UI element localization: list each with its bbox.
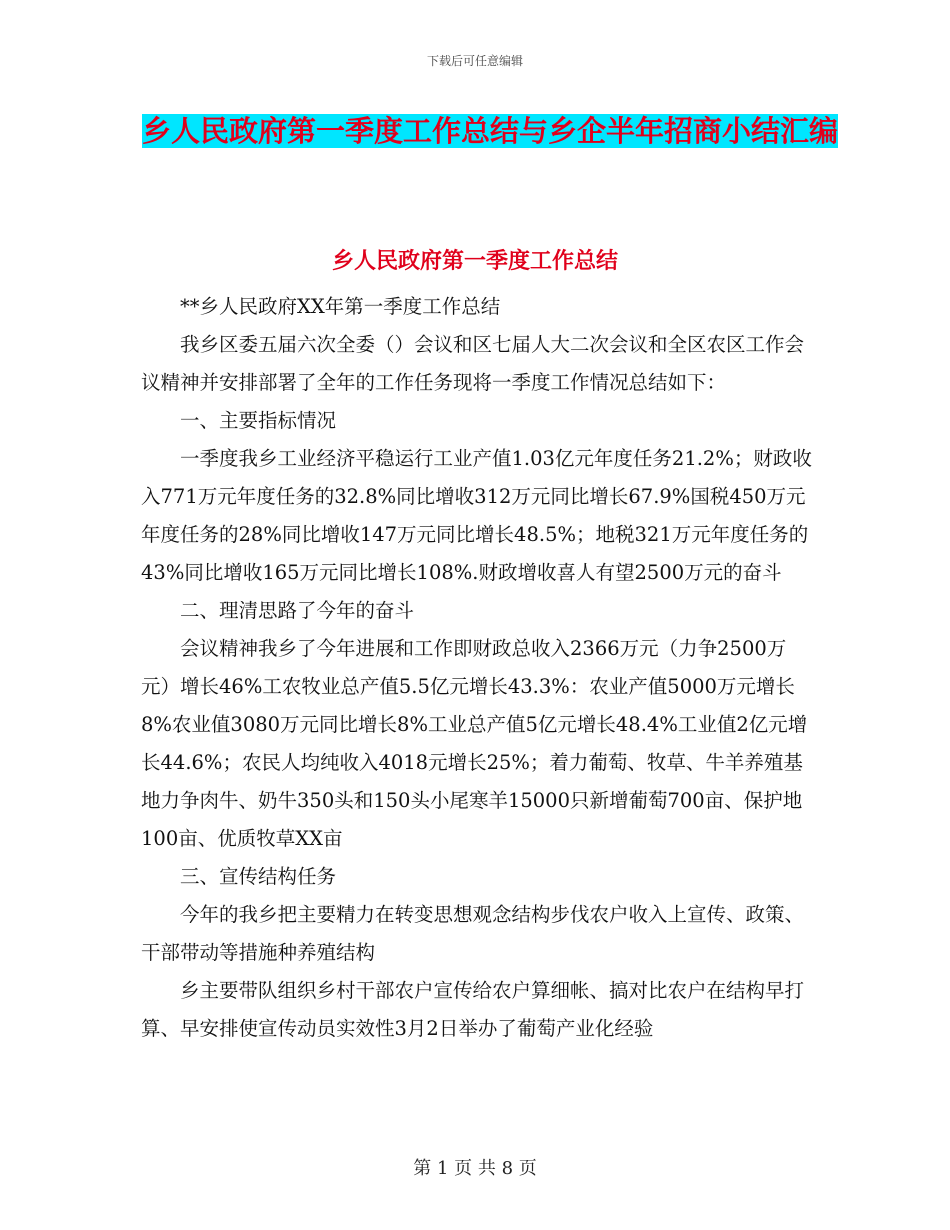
paragraph: 今年的我乡把主要精力在转变思想观念结构步伐农户收入上宣传、政策、干部带动等措施种养殖结构 bbox=[141, 903, 805, 964]
paragraph-heading: 一、主要指标情况 bbox=[180, 409, 337, 432]
paragraph-heading: 三、宣传结构任务 bbox=[180, 865, 337, 888]
section-title: 乡人民政府第一季度工作总结 bbox=[331, 249, 618, 274]
header-note: 下载后可任意编辑 bbox=[426, 54, 523, 68]
paragraph: 乡主要带队组织乡村干部农户宣传给农户算细帐、搞对比农户在结构早打算、早安排使宣传动员实效性3月2日举办了葡萄产业化经验 bbox=[141, 979, 805, 1040]
document-title-text: 乡人民政府第一季度工作总结与乡企半年招商小结汇编 bbox=[141, 114, 838, 148]
paragraph: 一季度我乡工业经济平稳运行工业产值1.03亿元年度任务21.2%；财政收入771万元年度任务的32.8%同比增收312万元同比增长67.9%国税450万元年度任务的28%同比增收147万元同比增长48.5%；地税321万元年度任务的43%同比增收165万元同比增长108%.财政增收喜人有望2500万元的奋斗 bbox=[141, 447, 812, 584]
paragraph-heading: 二、理清思路了今年的奋斗 bbox=[180, 599, 415, 622]
paragraph: **乡人民政府XX年第一季度工作总结 bbox=[180, 295, 501, 318]
document-body bbox=[141, 288, 813, 1048]
page-footer: 第 1 页 共 8 页 bbox=[413, 1158, 537, 1179]
document-title bbox=[140, 108, 840, 154]
paragraph: 会议精神我乡了今年进展和工作即财政总收入2366万元（力争2500万元）增长46%工农牧业总产值5.5亿元增长43.3%：农业产值5000万元增长8%农业值3080万元同比增长8%工业总产值5亿元增长48.4%工业值2亿元增长44.6%；农民人均纯收入4018元增长25%；着力葡萄、牧草、牛羊养殖基地力争肉牛、奶牛350头和150头小尾寒羊15000只新增葡萄700亩、保护地100亩、优质牧草XX亩 bbox=[141, 637, 808, 850]
paragraph: 我乡区委五届六次全委（）会议和区七届人大二次会议和全区农区工作会议精神并安排部署了全年的工作任务现将一季度工作情况总结如下： bbox=[141, 333, 805, 394]
